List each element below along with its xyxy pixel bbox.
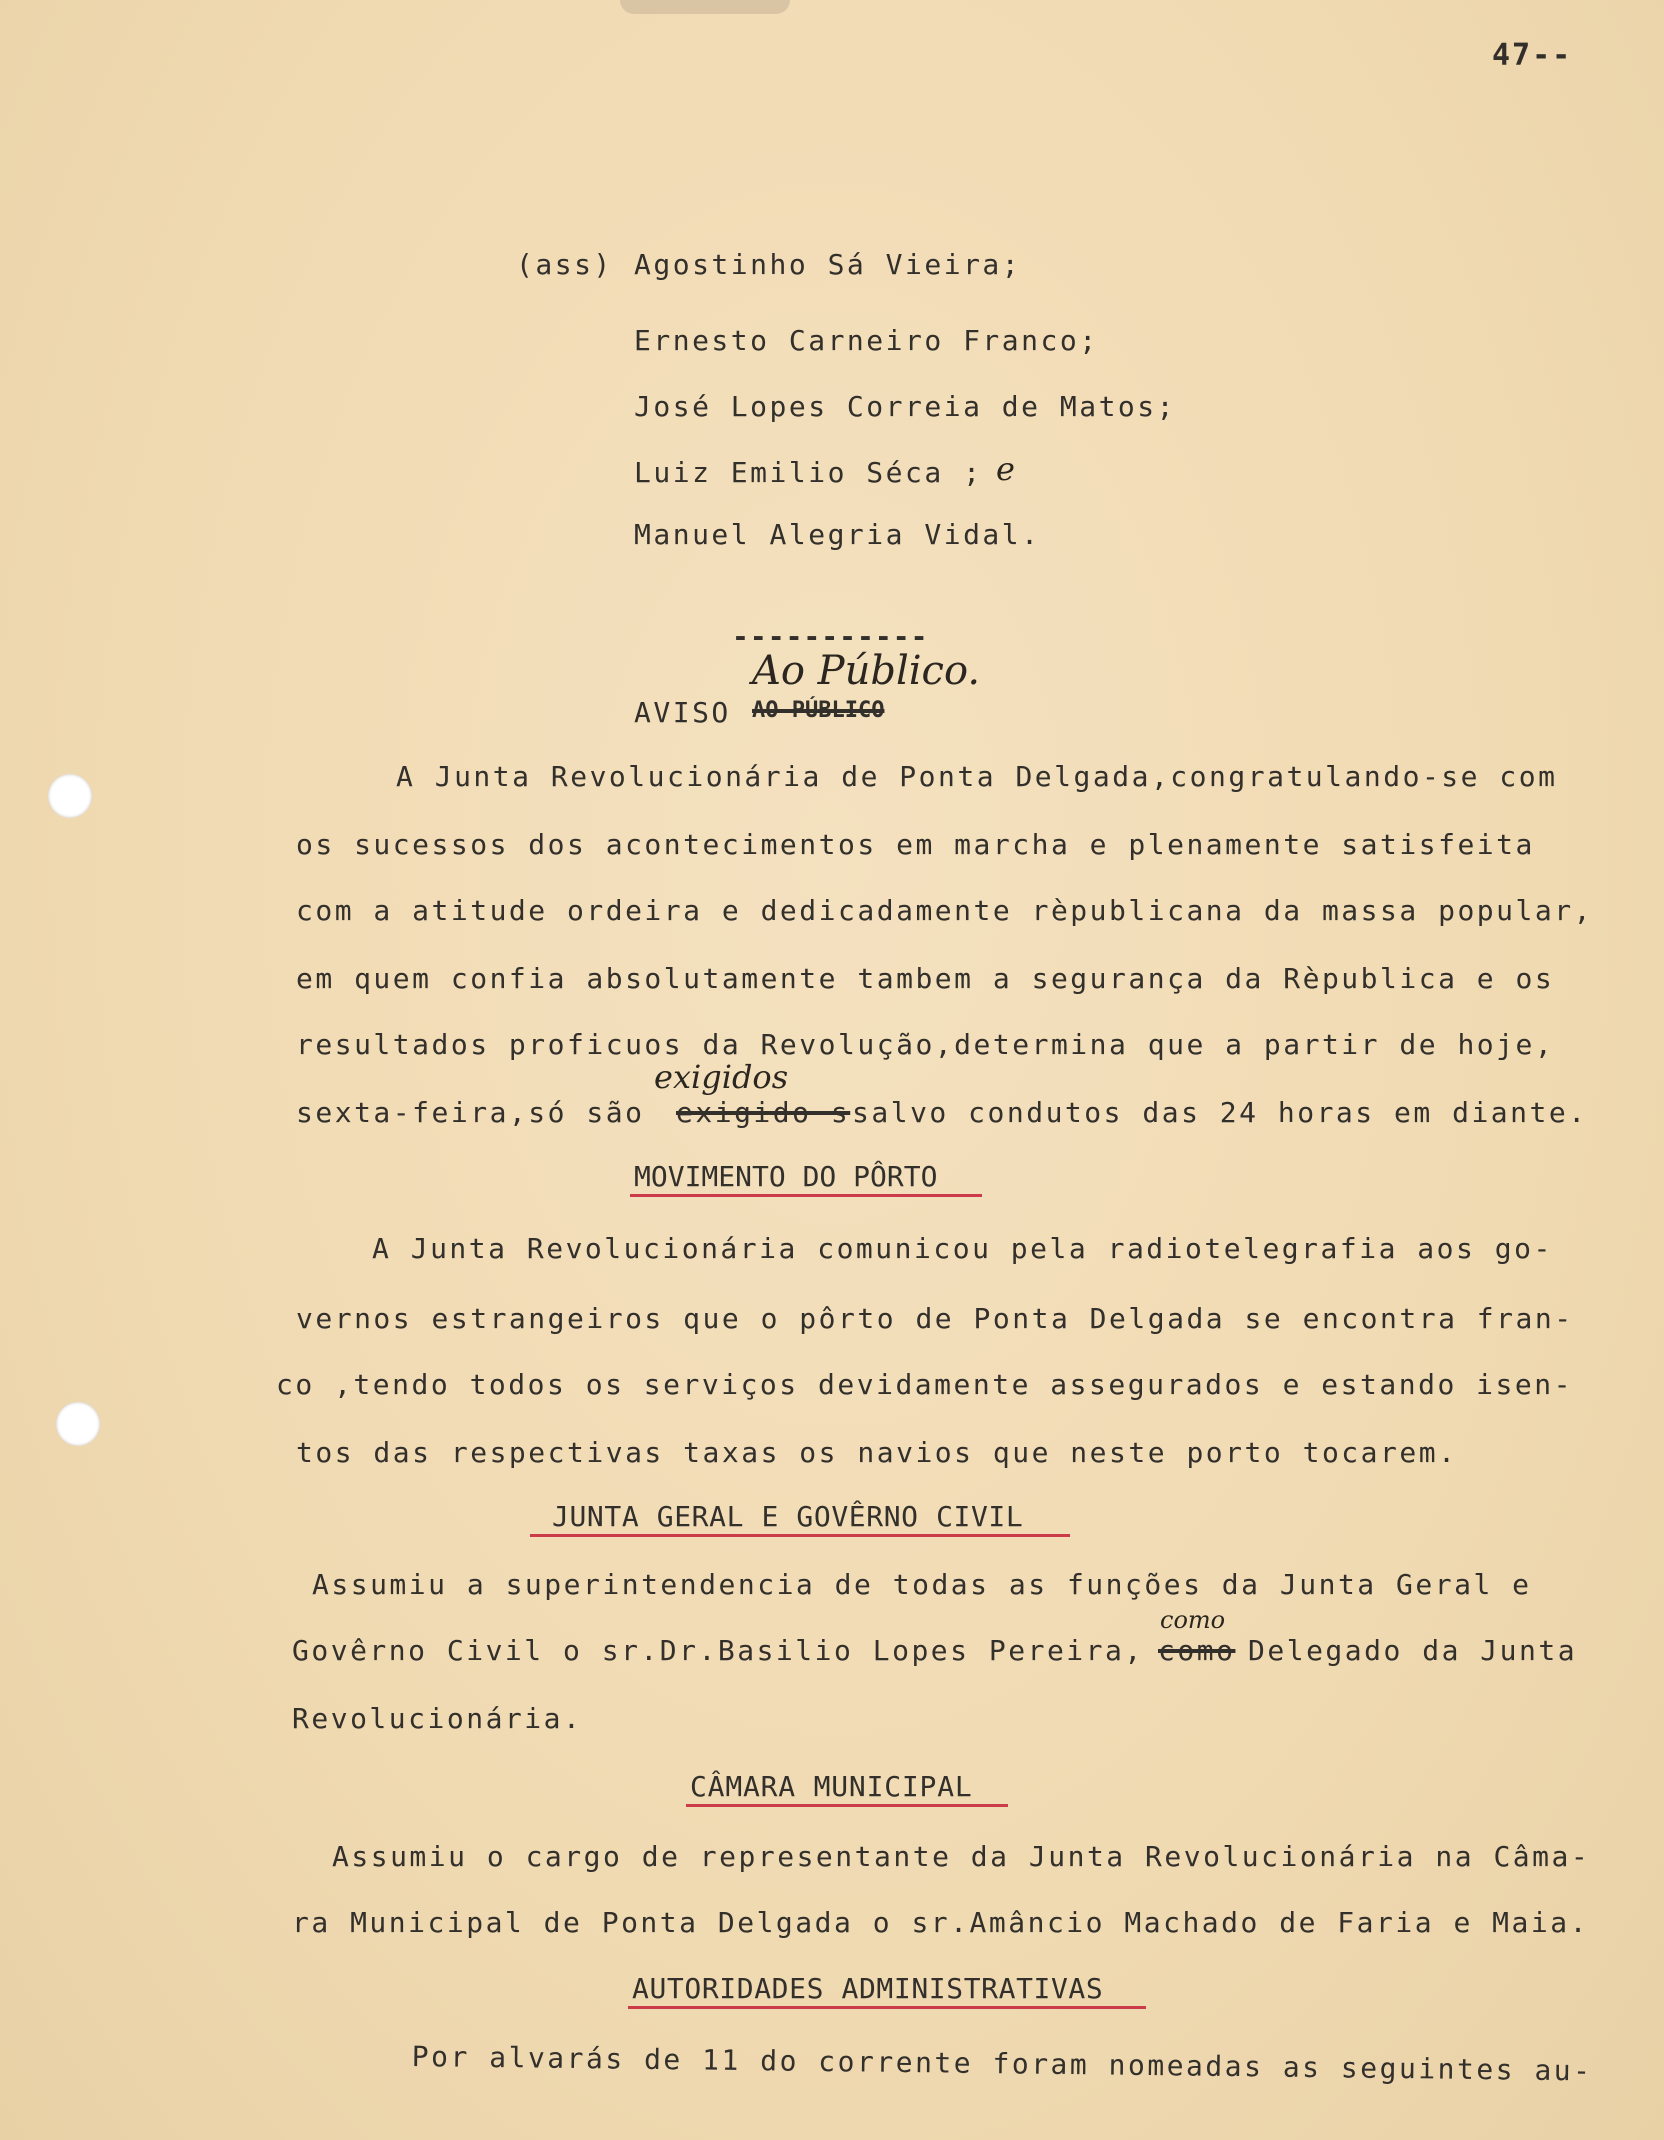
paragraph1-line-6-struck: exigido s (676, 1096, 851, 1129)
junta-line-2-struck: como (1158, 1634, 1236, 1667)
handwritten-e: e (996, 450, 1015, 488)
movimento-line-2: vernos estrangeiros que o pôrto de Ponta Delgada se encontra fran- (296, 1302, 1574, 1335)
junta-line-3: Revolucionária. (292, 1702, 583, 1735)
punch-hole-bottom (56, 1402, 100, 1446)
paragraph1-line-6-after: salvo condutos das 24 horas em diante. (852, 1096, 1588, 1129)
junta-line-2-after: Delegado da Junta (1248, 1634, 1578, 1667)
autoridades-underline (628, 2006, 1146, 2009)
movimento-line-3: co ,tendo todos os serviços devidamente assegurados e estando isen- (276, 1368, 1573, 1401)
movimento-heading: MOVIMENTO DO PÔRTO (634, 1160, 938, 1193)
signature-name-3: José Lopes Correia de Matos; (634, 390, 1177, 423)
page-number: 47-- (1492, 38, 1573, 73)
aviso-heading: AVISO (634, 696, 731, 729)
paragraph1-line-4: em quem confia absolutamente tambem a segurança da Rèpublica e os (296, 962, 1555, 995)
signature-name-2: Ernesto Carneiro Franco; (634, 324, 1099, 357)
punch-hole-top (48, 774, 92, 818)
signature-name-5: Manuel Alegria Vidal. (634, 518, 1041, 551)
movimento-underline (630, 1194, 982, 1197)
camara-heading: CÂMARA MUNICIPAL (690, 1770, 973, 1803)
separator-dashes: ----------- (732, 620, 929, 653)
signature-name-1: Agostinho Sá Vieira; (634, 248, 1022, 281)
handwritten-como: como (1160, 1606, 1226, 1634)
autoridades-heading: AUTORIDADES ADMINISTRATIVAS (632, 1972, 1104, 2005)
handwritten-exigidos: exigidos (654, 1058, 789, 1096)
paragraph1-line-1: A Junta Revolucionária de Ponta Delgada,congratulando-se com (396, 760, 1558, 793)
aviso-struck-text: AO PÚBLICO (752, 698, 885, 723)
handwritten-ao-publico: Ao Público. (752, 648, 981, 694)
camara-line-1: Assumiu o cargo de representante da Junta Revolucionária na Câma- (332, 1840, 1591, 1873)
signature-name-4: Luiz Emilio Séca ; (634, 456, 983, 489)
page-shadow (620, 0, 790, 14)
autoridades-line-1: Por alvarás de 11 do corrente foram nomeadas as seguintes au- (411, 2040, 1593, 2088)
signature-prefix: (ass) (516, 248, 613, 281)
camara-line-2: ra Municipal de Ponta Delgada o sr.Amâncio Machado de Faria e Maia. (292, 1906, 1589, 1939)
paragraph1-line-6-before: sexta-feira,só são (296, 1096, 645, 1129)
junta-heading: JUNTA GERAL E GOVÊRNO CIVIL (552, 1500, 1024, 1533)
junta-line-2-before: Govêrno Civil o sr.Dr.Basilio Lopes Pereira, (292, 1634, 1144, 1667)
paragraph1-line-5: resultados proficuos da Revolução,determina que a partir de hoje, (296, 1028, 1555, 1061)
movimento-line-1: A Junta Revolucionária comunicou pela radiotelegrafia aos go- (372, 1232, 1553, 1265)
camara-underline (686, 1804, 1008, 1807)
paragraph1-line-3: com a atitude ordeira e dedicadamente rèpublicana da massa popular, (296, 894, 1593, 927)
junta-line-1: Assumiu a superintendencia de todas as funções da Junta Geral e (312, 1568, 1532, 1601)
movimento-line-4: tos das respectivas taxas os navios que neste porto tocarem. (296, 1436, 1458, 1469)
paragraph1-line-2: os sucessos dos acontecimentos em marcha e plenamente satisfeita (296, 828, 1535, 861)
junta-underline (530, 1534, 1070, 1537)
